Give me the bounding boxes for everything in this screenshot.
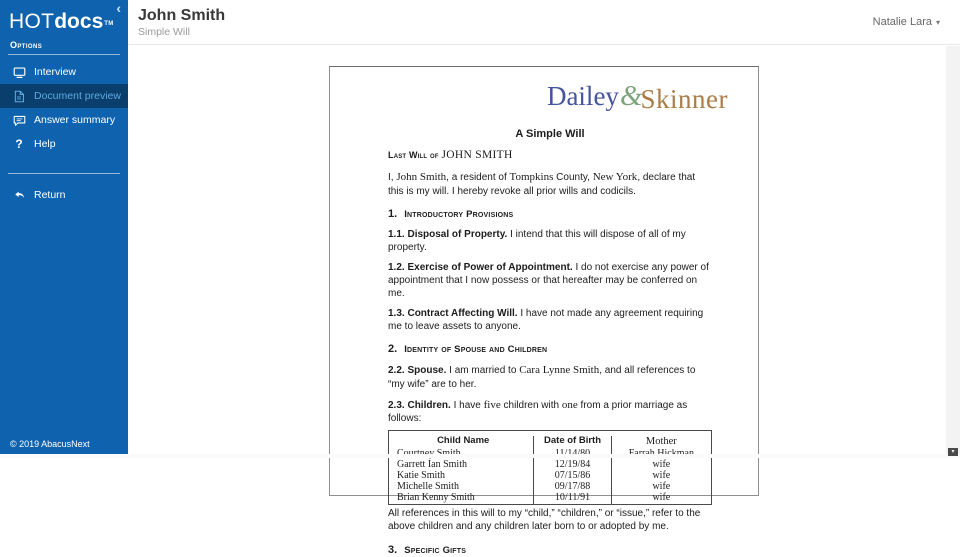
user-name: Natalie Lara xyxy=(872,16,932,28)
cell-mother: wife xyxy=(611,470,711,481)
document-title: A Simple Will xyxy=(515,128,585,140)
return-arrow-icon xyxy=(12,188,26,202)
cell-child-name: Brian Kenny Smith xyxy=(397,492,475,504)
sidebar-divider xyxy=(8,173,120,174)
column-header-child-name: Child Name xyxy=(437,435,490,447)
sidebar-item-label: Interview xyxy=(34,66,77,78)
cell-mother: wife xyxy=(611,459,711,470)
section-heading-3 xyxy=(388,543,712,557)
clause-title: Disposal of Property. xyxy=(407,228,508,240)
field-children-count: five xyxy=(483,398,501,411)
text-segment: I have xyxy=(453,399,484,411)
text-segment: from a prior marriage as follows: xyxy=(388,399,688,424)
section-title: Identity of Spouse and Children xyxy=(404,343,548,355)
clause-title: Children. xyxy=(407,399,451,411)
sidebar-item-label: Document preview xyxy=(34,90,121,102)
clause-number: 2.3. xyxy=(388,399,405,411)
field-prior-count: one xyxy=(561,398,578,411)
clause-number: 2.2. xyxy=(388,365,405,377)
table-row xyxy=(389,481,711,492)
column-header-mother: Mother xyxy=(611,436,711,448)
table-row xyxy=(389,470,711,481)
clause-title: Contract Affecting Will. xyxy=(407,307,518,319)
section-number: 1. xyxy=(388,207,398,220)
sidebar-item-label: Answer summary xyxy=(34,114,116,126)
paragraph-1-2 xyxy=(388,261,712,300)
paragraph-1-1 xyxy=(388,228,712,254)
page-title: John Smith xyxy=(138,7,226,24)
cell-date-of-birth: 09/17/88 xyxy=(534,481,611,492)
sidebar-item-help[interactable] xyxy=(0,132,128,156)
header xyxy=(128,0,960,45)
firm-name-dailey: Dailey xyxy=(546,81,619,111)
document-preview-pane xyxy=(128,46,960,556)
table-row xyxy=(389,459,711,470)
sidebar-item-interview[interactable] xyxy=(0,60,128,84)
section-title: Introductory Provisions xyxy=(404,208,514,220)
firm-letterhead xyxy=(388,79,728,117)
sidebar-nav xyxy=(0,60,128,156)
logo-text-docs: docs xyxy=(54,10,104,33)
cell-date-of-birth: 12/19/84 xyxy=(534,459,611,470)
text-segment: I, xyxy=(388,172,397,184)
firm-name-skinner: Skinner xyxy=(640,84,728,114)
sidebar-item-label: Return xyxy=(34,189,66,201)
table-row xyxy=(389,492,711,503)
cell-child-name: Garrett Ian Smith xyxy=(397,458,467,470)
sidebar-divider xyxy=(8,54,120,55)
cell-child-name: Michelle Smith xyxy=(397,481,459,493)
section-heading-2 xyxy=(388,342,712,356)
section-heading-1 xyxy=(388,207,712,221)
field-state: New York xyxy=(592,171,638,184)
table-header-row xyxy=(389,436,711,448)
sidebar xyxy=(0,0,128,458)
cell-date-of-birth: 10/11/91 xyxy=(534,492,611,503)
clause-title: Exercise of Power of Appointment. xyxy=(407,261,573,273)
field-spouse-name: Cara Lynne Smith xyxy=(519,364,600,377)
sidebar-item-answer-summary[interactable] xyxy=(0,108,128,132)
chevron-down-icon: ▾ xyxy=(935,18,940,27)
paragraph-1-3 xyxy=(388,307,712,333)
paragraph-2-2 xyxy=(388,363,712,390)
chat-bubble-icon xyxy=(12,113,26,127)
collapse-sidebar-icon[interactable]: ‹ xyxy=(116,0,121,16)
document-icon xyxy=(12,89,26,103)
section-number: 2. xyxy=(388,342,398,355)
options-section-label: Options xyxy=(10,40,43,50)
text-segment: I have not made any agreement requiring me to leave assets to anyone. xyxy=(388,307,704,332)
sidebar-item-return[interactable] xyxy=(0,183,128,207)
arrow-down-icon: ▾ xyxy=(951,449,955,455)
cell-mother: wife xyxy=(611,481,711,492)
cell-child-name: Katie Smith xyxy=(397,469,446,481)
clause-number: 1.1. xyxy=(388,228,405,240)
vertical-scrollbar[interactable] xyxy=(946,46,960,458)
field-county: Tompkins xyxy=(509,171,554,184)
text-segment: children with xyxy=(500,399,562,411)
last-will-label: Last Will of xyxy=(388,150,439,161)
question-mark-icon: ? xyxy=(15,137,23,151)
field-testator-name: John Smith xyxy=(396,171,447,184)
sidebar-item-label: Help xyxy=(34,138,56,150)
copyright-text: © 2019 AbacusNext xyxy=(10,439,90,449)
children-reference-note: All references in this will to my “child,” “children,” or “issue,” refer to the above children and any children later born to or adopted by me. xyxy=(388,507,701,532)
document-page xyxy=(329,66,759,556)
page-subtitle: Simple Will xyxy=(138,26,190,38)
text-segment: I am married to xyxy=(449,365,520,377)
testator-name: JOHN SMITH xyxy=(441,149,513,162)
text-segment: , a resident of xyxy=(446,172,510,184)
trademark-symbol: TM xyxy=(104,21,114,27)
section-number: 3. xyxy=(388,543,398,556)
cell-mother: wife xyxy=(611,492,711,503)
last-will-line xyxy=(388,148,712,163)
user-menu[interactable] xyxy=(873,16,940,28)
cell-date-of-birth: 07/15/86 xyxy=(534,470,611,481)
text-segment: , and all references to “my wife” are to her. xyxy=(388,365,696,390)
children-table xyxy=(388,430,712,505)
text-segment: County, xyxy=(553,172,593,184)
horizontal-scrollbar[interactable] xyxy=(0,454,960,458)
clause-title: Spouse. xyxy=(407,365,447,377)
hotdocs-logo xyxy=(0,0,128,33)
sidebar-item-document-preview[interactable] xyxy=(0,84,128,108)
text-segment: I intend that this will dispose of all of my property. xyxy=(388,228,686,253)
text-segment: , declare that this is my will. I hereby revoke all prior wills and codicils. xyxy=(388,172,696,197)
text-segment: I do not exercise any power of appointment that I now possess or that hereafter may be conferred on me. xyxy=(388,261,709,299)
logo-text-hot: HOT xyxy=(9,10,55,33)
clause-number: 1.2. xyxy=(388,261,405,273)
paragraph-2-3 xyxy=(388,398,712,425)
monitor-icon xyxy=(12,65,26,79)
scroll-down-button[interactable] xyxy=(948,448,958,456)
intro-paragraph xyxy=(388,170,712,197)
column-header-date-of-birth: Date of Birth xyxy=(534,436,611,448)
section-title: Specific Gifts xyxy=(404,544,467,556)
clause-number: 1.3. xyxy=(388,307,405,319)
firm-ampersand: & xyxy=(619,80,643,112)
